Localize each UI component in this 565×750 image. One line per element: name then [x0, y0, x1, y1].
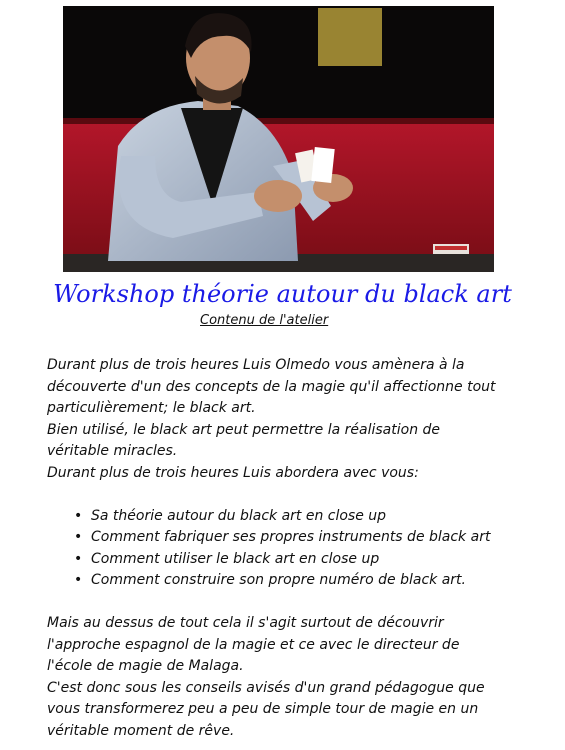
intro-line: véritable miracles. [47, 443, 178, 459]
list-item-text: Comment utiliser le black art en close up [91, 550, 380, 567]
list-item-text: Comment construire son propre numéro de black art. [91, 572, 466, 588]
bullet-icon: • [74, 507, 83, 524]
spacer [47, 592, 547, 614]
bullet-icon: • [74, 572, 83, 588]
topics-list [47, 506, 547, 592]
list-item [47, 549, 547, 571]
intro-line: découverte d'un des concepts de la magie qu'il affectionne tout [47, 378, 496, 395]
list-item-text: Sa théorie autour du black art en close up [91, 507, 387, 524]
intro-line: Durant plus de trois heures Luis abordera avec vous: [47, 464, 419, 481]
outro-line: l'approche espagnol de la magie et ce avec le directeur de [47, 636, 460, 653]
spacer [47, 484, 547, 506]
outro-line: véritable moment de rêve. [47, 722, 235, 739]
bullet-icon: • [74, 550, 83, 567]
performer-photo [63, 6, 494, 272]
outro-line: Mais au dessus de tout cela il s'agit surtout de découvrir [47, 615, 444, 631]
outro-line: C'est donc sous les conseils avisés d'un grand pédagogue que [47, 679, 485, 696]
bullet-icon: • [74, 529, 83, 545]
magician-illustration [63, 6, 494, 272]
list-item [47, 506, 547, 528]
list-item [47, 570, 547, 592]
outro-line: l'école de magie de Malaga. [47, 658, 244, 674]
intro-line: particulièrement; le black art. [47, 400, 256, 416]
intro-line: Durant plus de trois heures Luis Olmedo vous amènera à la [47, 357, 465, 373]
list-item [47, 527, 547, 549]
page-title: Workshop théorie autour du black art [53, 280, 512, 308]
intro-line: Bien utilisé, le black art peut permettre la réalisation de [47, 421, 441, 438]
outro-line: vous transformerez peu a peu de simple tour de magie en un [47, 701, 479, 717]
page-subtitle: Contenu de l'atelier [200, 313, 329, 328]
list-item-text: Comment fabriquer ses propres instruments de black art [91, 529, 491, 545]
description [47, 355, 547, 742]
